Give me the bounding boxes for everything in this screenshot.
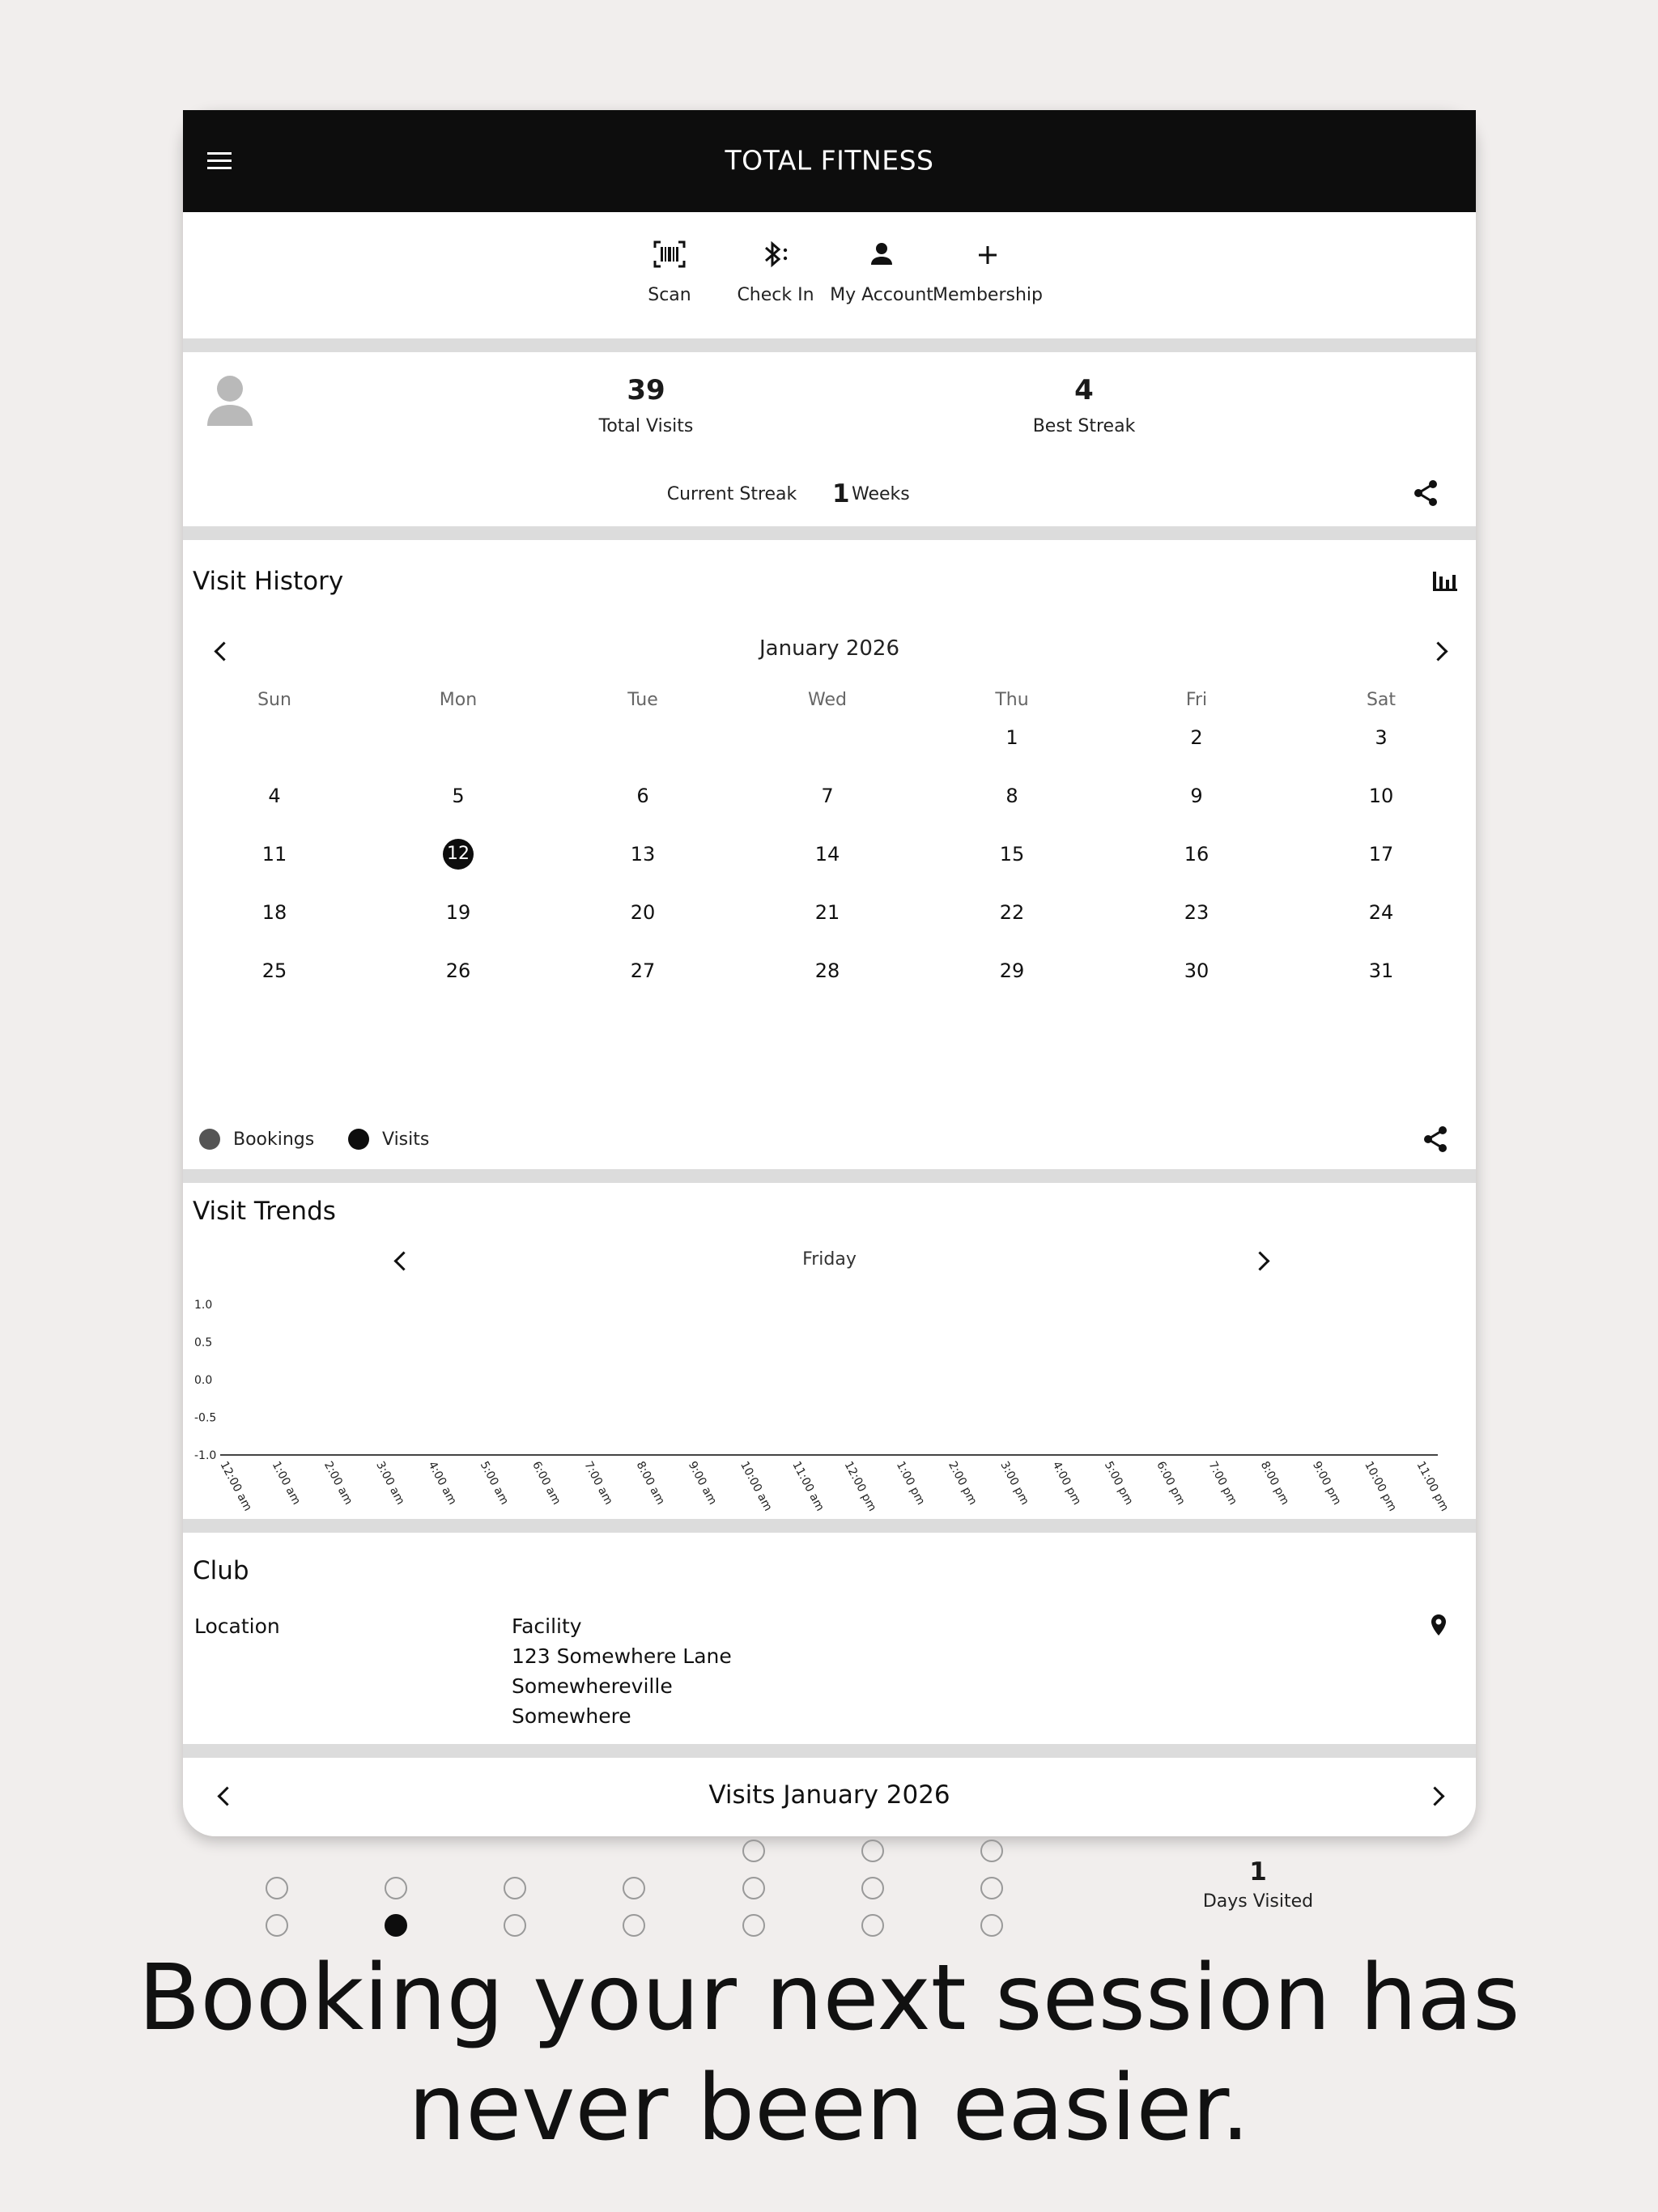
x-tick-label: 11:00 pm — [1414, 1459, 1452, 1514]
trends-day-label: Friday — [802, 1249, 857, 1270]
calendar-day[interactable]: 14 — [814, 843, 840, 866]
calendar-day[interactable]: 10 — [1368, 785, 1394, 807]
x-tick-label: 3:00 pm — [997, 1459, 1031, 1508]
visit-day-dot — [861, 1914, 884, 1937]
address-line: Facility — [512, 1614, 582, 1638]
calendar-day[interactable]: 21 — [814, 901, 840, 924]
visit-day-dot — [266, 1877, 288, 1899]
weekday-header: Tue — [627, 690, 658, 710]
calendar-day[interactable]: 2 — [1190, 726, 1203, 749]
caption-line: Booking your next session has — [138, 1946, 1520, 2051]
weekday-header: Sat — [1366, 690, 1397, 710]
calendar-day[interactable]: 3 — [1375, 726, 1388, 749]
calendar-day[interactable]: 24 — [1368, 901, 1394, 924]
x-tick-label: 9:00 am — [685, 1459, 720, 1508]
calendar-day[interactable]: 8 — [1005, 785, 1018, 807]
bookings-legend-dot — [199, 1129, 220, 1150]
weekday-header: Wed — [808, 690, 847, 710]
visit-history-title: Visit History — [193, 567, 344, 596]
app-window — [183, 110, 1476, 1912]
divider — [183, 1169, 1476, 1183]
days-visited-value: 1 — [1249, 1857, 1267, 1887]
location-pin-icon — [1430, 1613, 1448, 1637]
avatar[interactable] — [206, 374, 254, 431]
visit-day-dot — [504, 1914, 526, 1937]
visit-day-dot — [980, 1840, 1003, 1862]
avatar-placeholder-icon — [206, 374, 254, 428]
club-address — [512, 1611, 732, 1731]
x-tick-label: 5:00 pm — [1101, 1459, 1136, 1508]
calendar-day[interactable]: 12 — [443, 839, 474, 870]
y-tick-label: 0.5 — [194, 1336, 213, 1350]
x-tick-label: 6:00 am — [529, 1459, 563, 1508]
calendar-day[interactable]: 28 — [814, 959, 840, 982]
current-streak-value: 1 — [832, 479, 850, 508]
x-tick-label: 11:00 am — [789, 1459, 827, 1514]
divider — [183, 526, 1476, 540]
share-icon — [1412, 479, 1439, 507]
visit-day-dot — [385, 1914, 407, 1937]
x-tick-label: 8:00 am — [633, 1459, 667, 1508]
calendar-day[interactable]: 13 — [630, 843, 656, 866]
x-tick-label: 1:00 am — [269, 1459, 304, 1508]
calendar-day[interactable]: 15 — [999, 843, 1025, 866]
days-visited-label: Days Visited — [1202, 1891, 1314, 1912]
visits-legend-label: Visits — [382, 1129, 430, 1150]
y-tick-label: 0.0 — [194, 1374, 213, 1387]
app-bar — [183, 110, 1476, 212]
x-tick-label: 12:00 am — [217, 1459, 255, 1514]
x-tick-label: 9:00 pm — [1309, 1459, 1344, 1508]
location-label: Location — [194, 1614, 280, 1638]
calendar-day[interactable]: 7 — [821, 785, 834, 807]
x-tick-label: 10:00 pm — [1362, 1459, 1399, 1514]
total-visits-value: 39 — [627, 374, 665, 406]
calendar-day[interactable]: 19 — [445, 901, 471, 924]
current-streak-unit: Weeks — [852, 484, 910, 504]
calendar-month-title: January 2026 — [759, 636, 899, 661]
calendar-day[interactable]: 11 — [261, 843, 287, 866]
x-tick-label: 8:00 pm — [1257, 1459, 1292, 1508]
bar-chart-icon — [1431, 568, 1459, 593]
toolbar-scan-label: Scan — [648, 285, 691, 305]
plus-icon — [971, 240, 1004, 272]
barcode-scan-icon — [653, 240, 686, 272]
visit-day-dot — [623, 1877, 645, 1899]
person-icon — [865, 240, 898, 272]
calendar-day[interactable]: 18 — [261, 901, 287, 924]
visit-day-dot — [742, 1877, 765, 1899]
calendar-day[interactable]: 25 — [261, 959, 287, 982]
x-tick-label: 3:00 am — [373, 1459, 407, 1508]
calendar-day[interactable]: 17 — [1368, 843, 1394, 866]
x-tick-label: 4:00 am — [425, 1459, 459, 1508]
address-line: 123 Somewhere Lane — [512, 1644, 732, 1668]
share-icon — [1422, 1125, 1449, 1153]
visit-day-dot — [861, 1877, 884, 1899]
visit-day-dot — [742, 1840, 765, 1862]
calendar-day[interactable]: 26 — [445, 959, 471, 982]
x-tick-label: 2:00 am — [321, 1459, 355, 1508]
calendar-day[interactable]: 22 — [999, 901, 1025, 924]
marketing-caption — [0, 1943, 1658, 2163]
weekday-header: Mon — [439, 690, 478, 710]
calendar-day[interactable]: 6 — [636, 785, 649, 807]
calendar-day[interactable]: 23 — [1184, 901, 1209, 924]
visit-day-dot — [385, 1877, 407, 1899]
x-tick-label: 7:00 am — [581, 1459, 615, 1508]
calendar-day[interactable]: 20 — [630, 901, 656, 924]
visits-legend-dot — [348, 1129, 369, 1150]
divider — [183, 338, 1476, 352]
address-line: Somewhereville — [512, 1674, 673, 1698]
y-tick-label: 1.0 — [194, 1299, 213, 1312]
calendar-day[interactable]: 1 — [1005, 726, 1018, 749]
visit-day-dot — [266, 1914, 288, 1937]
share-stats-button[interactable] — [1412, 479, 1439, 510]
x-tick-label: 5:00 am — [477, 1459, 512, 1508]
weekday-header: Thu — [995, 690, 1029, 710]
x-tick-label: 6:00 pm — [1154, 1459, 1188, 1508]
address-line: Somewhere — [512, 1704, 631, 1728]
share-calendar-button[interactable] — [1422, 1125, 1449, 1156]
visit-trends-title: Visit Trends — [193, 1197, 336, 1226]
club-title: Club — [193, 1556, 249, 1585]
visit-day-dot — [980, 1914, 1003, 1937]
visit-stats-chart-button[interactable] — [1431, 568, 1459, 596]
visit-day-dot — [504, 1877, 526, 1899]
x-tick-label: 12:00 pm — [841, 1459, 879, 1514]
y-tick-label: -0.5 — [194, 1411, 217, 1425]
x-tick-label: 10:00 am — [738, 1459, 775, 1514]
map-location-button[interactable] — [1430, 1613, 1448, 1640]
divider — [183, 1519, 1476, 1533]
bookings-legend-label: Bookings — [233, 1129, 315, 1150]
weekday-header: Sun — [257, 690, 291, 710]
calendar-day[interactable]: 4 — [268, 785, 281, 807]
visit-day-dot — [861, 1840, 884, 1862]
weekday-header: Fri — [1185, 690, 1208, 710]
calendar-day[interactable]: 31 — [1368, 959, 1394, 982]
visit-day-dot — [623, 1914, 645, 1937]
visit-day-dot — [980, 1877, 1003, 1899]
toolbar-checkin-label: Check In — [737, 285, 814, 305]
visit-day-dot — [742, 1914, 765, 1937]
bluetooth-icon — [759, 240, 792, 272]
calendar-day[interactable]: 29 — [999, 959, 1025, 982]
toolbar-my-account-label: My Account — [830, 285, 933, 305]
best-streak-label: Best Streak — [1032, 416, 1136, 436]
x-tick-label: 2:00 pm — [946, 1459, 980, 1508]
toolbar-membership-label: Membership — [933, 285, 1043, 305]
current-streak-label: Current Streak — [666, 484, 797, 504]
calendar-day[interactable]: 30 — [1184, 959, 1209, 982]
x-tick-label: 4:00 pm — [1049, 1459, 1084, 1508]
calendar-day[interactable]: 5 — [452, 785, 465, 807]
x-tick-label: 1:00 pm — [893, 1459, 928, 1508]
visit-trends-chart — [183, 1284, 1476, 1519]
total-visits-label: Total Visits — [598, 416, 694, 436]
caption-line: never been easier. — [408, 2056, 1250, 2161]
x-tick-label: 7:00 pm — [1205, 1459, 1239, 1508]
divider — [183, 1744, 1476, 1758]
y-tick-label: -1.0 — [194, 1449, 217, 1462]
calendar-day[interactable]: 9 — [1190, 785, 1203, 807]
calendar-day[interactable]: 27 — [630, 959, 656, 982]
calendar-day[interactable]: 16 — [1184, 843, 1209, 866]
best-streak-value: 4 — [1074, 374, 1094, 406]
app-title: TOTAL FITNESS — [725, 144, 934, 177]
visits-month-title: Visits January 2026 — [708, 1780, 950, 1810]
